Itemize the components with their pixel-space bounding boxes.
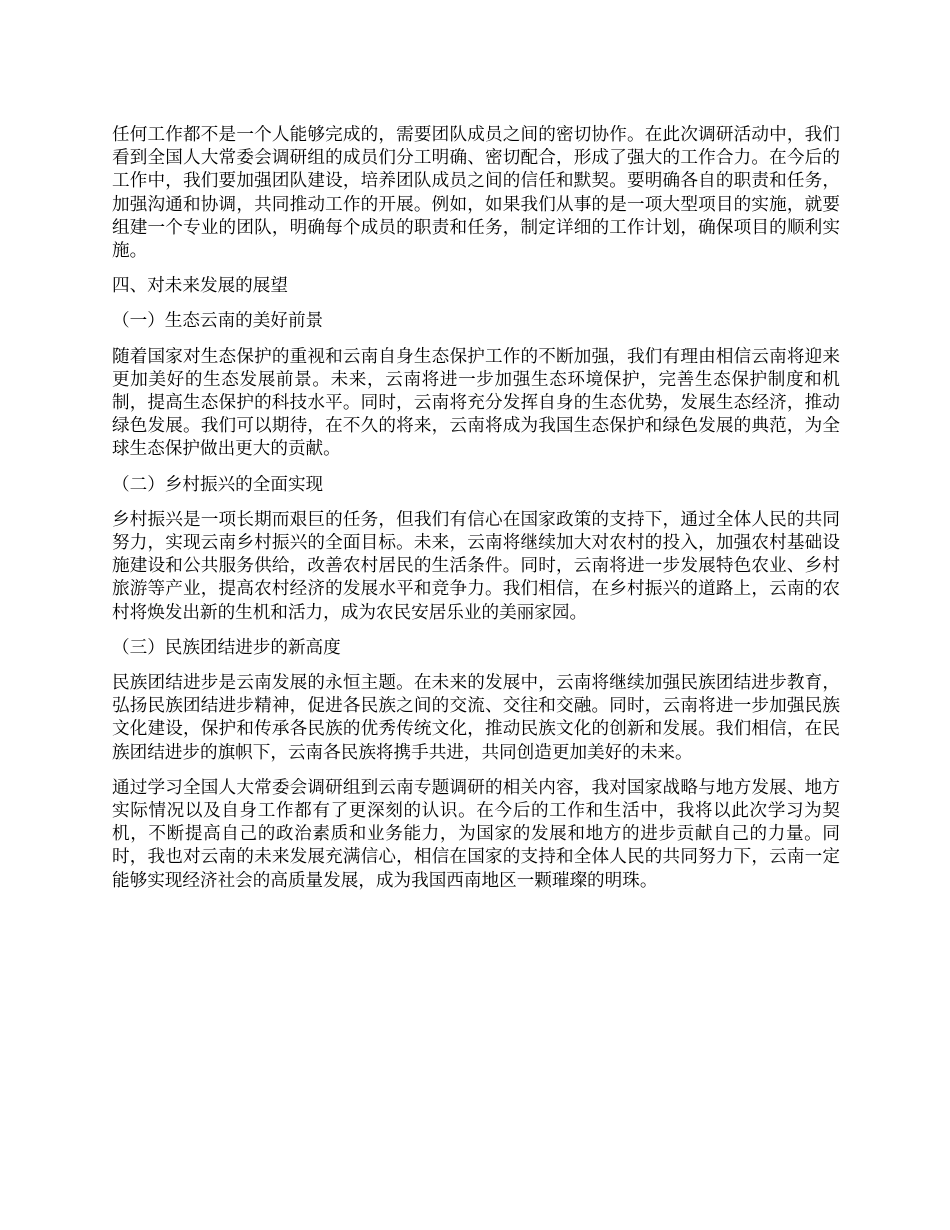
paragraph-conclusion: 通过学习全国人大常委会调研组到云南专题调研的相关内容，我对国家战略与地方发展、地方实际情况以及自身工作都有了更深刻的认识。在今后的工作和生活中，我将以此次学习为契机，不断提高自己的政治素质和业务能力，为国家的发展和地方的进步贡献自己的力量。同时，我也对云南的未来发展充满信心，相信在国家的支持和全体人民的共同努力下，云南一定能够实现经济社会的高质量发展，成为我国西南地区一颗璀璨的明珠。 — [112, 777, 840, 891]
paragraph-ethnic-unity: 民族团结进步是云南发展的永恒主题。在未来的发展中，云南将继续加强民族团结进步教育，弘扬民族团结进步精神，促进各民族之间的交流、交往和交融。同时，云南将进一步加强民族文化建设，保护和传承各民族的优秀传统文化，推动民族文化的创新和发展。我们相信，在民族团结进步的旗帜下，云南各民族将携手共进，共同创造更加美好的未来。 — [112, 673, 840, 763]
subsection-heading-ecology: （一）生态云南的美好前景 — [112, 311, 324, 332]
subsection-heading-ethnic-unity: （三）民族团结进步的新高度 — [112, 637, 341, 658]
paragraph-ecology: 随着国家对生态保护的重视和云南自身生态保护工作的不断加强，我们有理由相信云南将迎来更加美好的生态发展前景。未来，云南将进一步加强生态环境保护，完善生态保护制度和机制，提高生态保护的科技水平。同时，云南将充分发挥自身的生态优势，发展生态经济，推动绿色发展。我们可以期待，在不久的将来，云南将成为我国生态保护和绿色发展的典范，为全球生态保护做出更大的贡献。 — [112, 346, 840, 460]
document-page — [112, 124, 840, 905]
section-heading-future-outlook: 四、对未来发展的展望 — [112, 276, 288, 297]
subsection-heading-rural-revitalization: （二）乡村振兴的全面实现 — [112, 474, 324, 495]
paragraph-teamwork: 任何工作都不是一个人能够完成的，需要团队成员之间的密切协作。在此次调研活动中，我们看到全国人大常委会调研组的成员们分工明确、密切配合，形成了强大的工作合力。在今后的工作中，我们要加强团队建设，培养团队成员之间的信任和默契。要明确各自的职责和任务，加强沟通和协调，共同推动工作的开展。例如，如果我们从事的是一项大型项目的实施，就要组建一个专业的团队，明确每个成员的职责和任务，制定详细的工作计划，确保项目的顺利实施。 — [112, 125, 840, 262]
paragraph-rural-revitalization: 乡村振兴是一项长期而艰巨的任务，但我们有信心在国家政策的支持下，通过全体人民的共同努力，实现云南乡村振兴的全面目标。未来，云南将继续加大对农村的投入，加强农村基础设施建设和公共服务供给，改善农村居民的生活条件。同时，云南将进一步发展特色农业、乡村旅游等产业，提高农村经济的发展水平和竞争力。我们相信，在乡村振兴的道路上，云南的农村将焕发出新的生机和活力，成为农民安居乐业的美丽家园。 — [112, 509, 840, 623]
